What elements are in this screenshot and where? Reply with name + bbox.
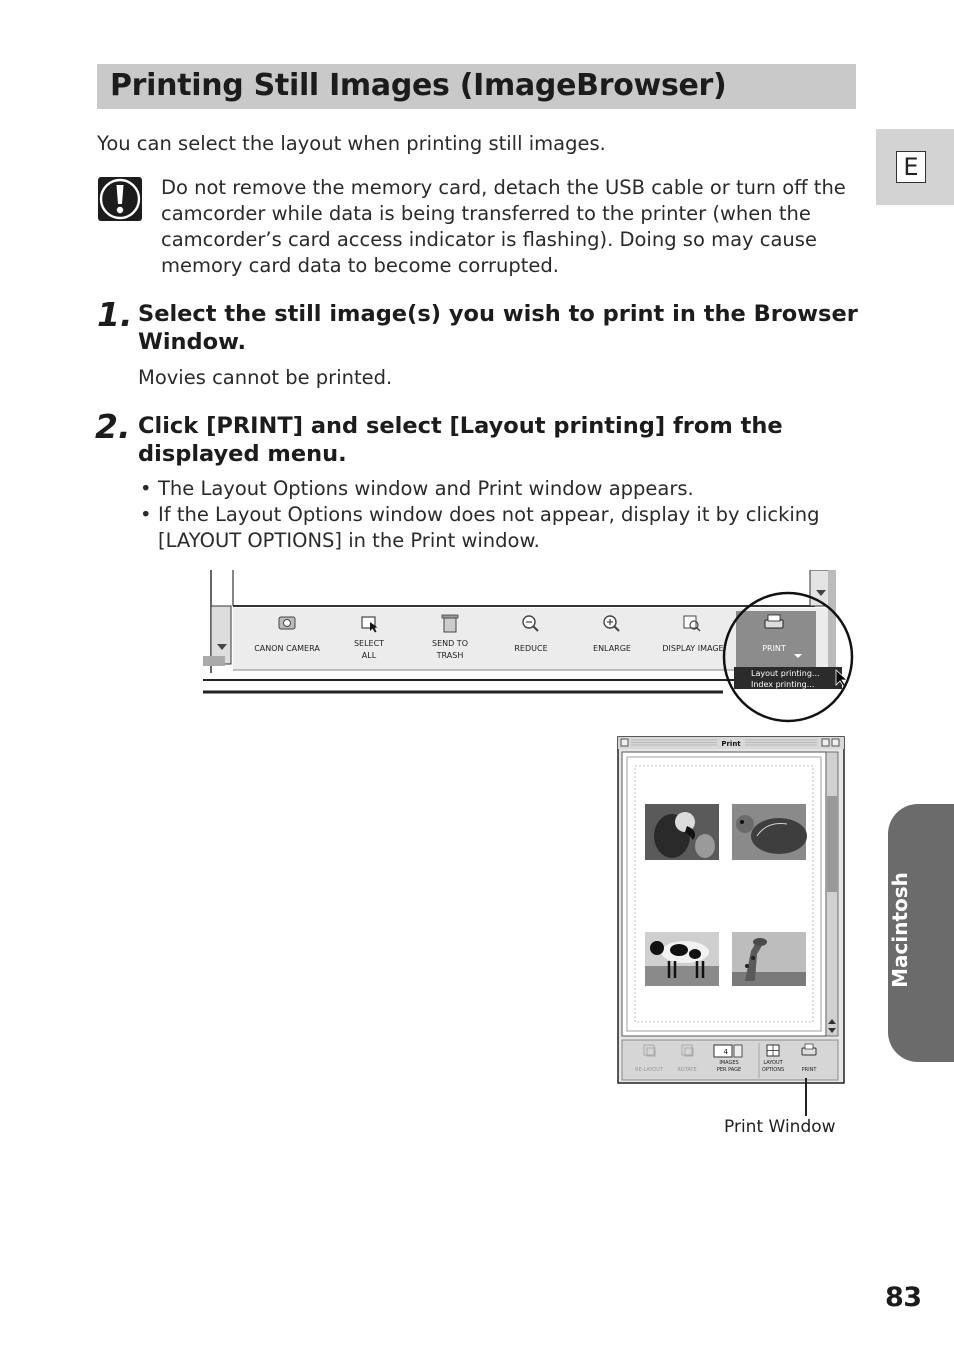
- step-2-heading: Click [PRINT] and select [Layout printing] from the displayed menu.: [138, 413, 783, 467]
- caution-text: Do not remove the memory card, detach the USB cable or turn off the camcorder while data is being transferred to the printer (when the camcorder’s card access indicator is flashing). Doing so may cause memory card data to become corrupted.: [161, 176, 846, 277]
- print-toolbar-label: IMAGES: [719, 1060, 739, 1066]
- toolbar-button-label: REDUCE: [514, 644, 548, 653]
- thumbnail-tortoise[interactable]: [732, 804, 807, 860]
- toolbar-button-label: TRASH: [436, 651, 464, 660]
- camera-icon: [279, 617, 295, 629]
- print-toolbar-label: ROTATE: [677, 1067, 697, 1073]
- toolbar-button-label: SEND TO: [431, 639, 469, 648]
- toolbar-button-label: PRINT: [762, 644, 786, 653]
- thumbnail-cow[interactable]: [645, 932, 719, 986]
- caution-exclamation-icon: [97, 176, 143, 222]
- trash-icon: [442, 615, 458, 632]
- step-2-number: 2.: [95, 407, 131, 446]
- menu-item-index-printing[interactable]: Index printing...: [751, 680, 815, 689]
- print-toolbar-label: OPTIONS: [761, 1067, 785, 1073]
- step-1-number: 1.: [97, 295, 133, 334]
- images-per-page-value: 4: [723, 1048, 728, 1056]
- step-1-heading: Select the still image(s) you wish to print in the Browser Window.: [138, 301, 858, 355]
- menu-item-layout-printing[interactable]: Layout printing...: [751, 669, 820, 678]
- toolbar-screenshot: [203, 570, 863, 730]
- toolbar-button-label: DISPLAY IMAGE: [662, 644, 724, 653]
- print-window-title: Print: [721, 740, 741, 748]
- print-toolbar-label: RE-LAYOUT: [635, 1067, 663, 1073]
- page-title: Printing Still Images (ImageBrowser): [110, 68, 727, 103]
- page-number: 83: [885, 1282, 922, 1313]
- step-2-bullets: [138, 476, 858, 554]
- intro-text: You can select the layout when printing still images.: [97, 132, 606, 155]
- toolbar-button-label: ALL: [361, 651, 377, 660]
- language-label: E: [896, 151, 926, 183]
- step-1-note: Movies cannot be printed.: [138, 366, 393, 389]
- thumbnail-giraffe[interactable]: [732, 932, 806, 986]
- caption-leader-line: [805, 1078, 807, 1116]
- toolbar-button-label: CANON CAMERA: [254, 644, 320, 653]
- toolbar-button-label: SELECT: [353, 639, 385, 648]
- print-window-caption: Print Window: [724, 1117, 836, 1137]
- print-window-screenshot: [617, 736, 845, 1086]
- print-toolbar-label: PER PAGE: [716, 1067, 742, 1073]
- print-toolbar-label: LAYOUT: [763, 1060, 783, 1066]
- bullet-item: • The Layout Options window and Print window appears.: [138, 476, 858, 502]
- thumbnail-parrot[interactable]: [645, 804, 719, 860]
- toolbar-button-label: ENLARGE: [593, 644, 631, 653]
- bullet-item: • If the Layout Options window does not appear, display it by clicking [LAYOUT OPTIONS] in the Print window.: [138, 502, 858, 554]
- print-toolbar-label: PRINT: [801, 1067, 817, 1073]
- section-tab-label: Macintosh: [888, 872, 912, 988]
